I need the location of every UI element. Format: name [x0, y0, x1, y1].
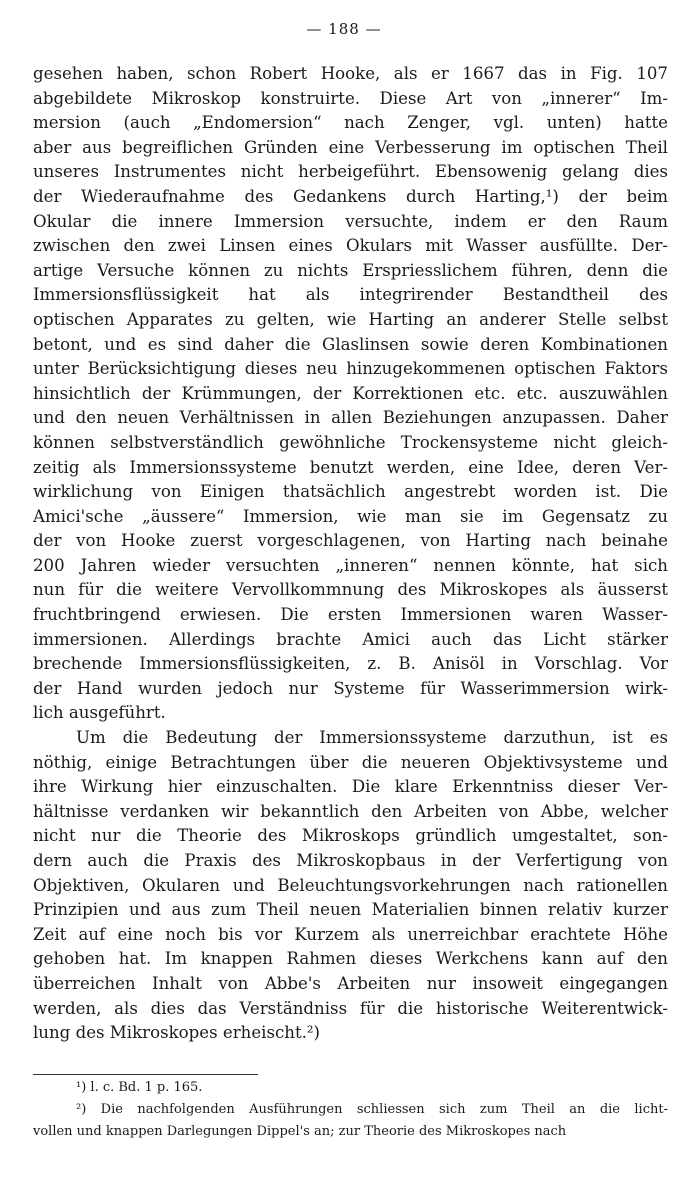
text-line: können selbstverständlich gewöhnliche Trockensysteme nicht gleich-	[33, 432, 668, 452]
text-line: aber aus begreiflichen Gründen eine Verbesserung im optischen Theil	[33, 137, 668, 157]
text-line: wirklichung von Einigen thatsächlich angestrebt worden ist. Die	[33, 482, 668, 502]
text-line: werden, als dies das Verständniss für die historische Weiterentwick-	[33, 998, 668, 1018]
text-line: Objektiven, Okularen und Beleuchtungsvorkehrungen nach rationellen	[33, 875, 668, 895]
text-line: der Wiederaufnahme des Gedankens durch Harting,¹) der beim	[33, 186, 668, 206]
text-line: fruchtbringend erwiesen. Die ersten Immersionen waren Wasser-	[33, 605, 668, 625]
paragraph-2	[33, 726, 668, 1046]
text-line: ihre Wirkung hier einzuschalten. Die klare Erkenntniss dieser Ver-	[33, 777, 668, 797]
text-line: gehoben hat. Im knappen Rahmen dieses Werkchens kann auf den	[33, 949, 668, 969]
text-line: nun für die weitere Vervollkommnung des Mikroskopes als äusserst	[33, 580, 668, 600]
text-line: zwischen den zwei Linsen eines Okulars mit Wasser ausfüllte. Der-	[33, 236, 668, 256]
footnote-2-continued: vollen und knappen Darlegungen Dippel's an; zur Theorie des Mikroskopes nach	[33, 1124, 567, 1139]
text-line: mersion (auch „Endomersion“ nach Zenger, vgl. unten) hatte	[33, 113, 668, 133]
main-text	[33, 62, 668, 1046]
footnote-1: ¹) l. c. Bd. 1 p. 165.	[76, 1080, 203, 1095]
text-line: lich ausgeführt.	[33, 703, 166, 723]
text-line: unter Berücksichtigung dieses neu hinzugekommenen optischen Faktors	[33, 359, 668, 379]
text-line: optischen Apparates zu gelten, wie Harting an anderer Stelle selbst	[33, 309, 668, 329]
text-line: Okular die innere Immersion versuchte, indem er den Raum	[33, 211, 668, 231]
text-line: immersionen. Allerdings brachte Amici auch das Licht stärker	[33, 629, 668, 649]
text-line: dern auch die Praxis des Mikroskopbaus in der Verfertigung von	[33, 851, 668, 870]
text-line: überreichen Inhalt von Abbe's Arbeiten nur insoweit eingegangen	[33, 973, 668, 993]
text-line: unseres Instrumentes nicht herbeigeführt. Ebensowenig gelang dies	[33, 162, 668, 182]
text-line: der Hand wurden jedoch nur Systeme für Wasserimmersion wirk-	[33, 678, 668, 698]
page-number: — 188 —	[306, 20, 382, 38]
text-line: Prinzipien und aus zum Theil neuen Materialien binnen relativ kurzer	[33, 900, 668, 920]
text-line: hältnisse verdanken wir bekanntlich den Arbeiten von Abbe, welcher	[33, 801, 668, 821]
paragraph-1	[33, 62, 668, 726]
text-line: zeitig als Immersionssysteme benutzt werden, eine Idee, deren Ver-	[33, 457, 668, 477]
text-line: und den neuen Verhältnissen in allen Beziehungen anzupassen. Daher	[33, 408, 668, 428]
text-line: artige Versuche können zu nichts Erspriesslichem führen, denn die	[33, 260, 668, 280]
text-line: abgebildete Mikroskop konstruirte. Diese Art von „innerer“ Im-	[33, 88, 668, 108]
text-line: Amici'sche „äussere“ Immersion, wie man sie im Gegensatz zu	[33, 506, 668, 526]
text-line: brechende Immersionsflüssigkeiten, z. B. Anisöl in Vorschlag. Vor	[33, 654, 668, 674]
footnote-2: ²) Die nachfolgenden Ausführungen schliessen sich zum Theil an die licht-	[76, 1102, 668, 1117]
text-line: nicht nur die Theorie des Mikroskops gründlich umgestaltet, son-	[33, 826, 668, 846]
text-line: nöthig, einige Betrachtungen über die neueren Objektivsysteme und	[33, 752, 668, 772]
text-line: hinsichtlich der Krümmungen, der Korrektionen etc. etc. auszuwählen	[33, 383, 668, 403]
text-line: Um die Bedeutung der Immersionssysteme darzuthun, ist es	[76, 728, 668, 748]
footnote-divider	[33, 1074, 258, 1075]
text-line: lung des Mikroskopes erheischt.²)	[33, 1023, 321, 1043]
text-line: Immersionsflüssigkeit hat als integrirender Bestandtheil des	[33, 285, 668, 305]
footnotes	[33, 1077, 668, 1143]
text-line: 200 Jahren wieder versuchten „inneren“ nennen könnte, hat sich	[33, 555, 668, 575]
text-line: der von Hooke zuerst vorgeschlagenen, von Harting nach beinahe	[33, 531, 668, 551]
text-line: Zeit auf eine noch bis vor Kurzem als unerreichbar erachtete Höhe	[33, 924, 668, 944]
text-line: betont, und es sind daher die Glaslinsen sowie deren Kombinationen	[33, 334, 668, 354]
text-line: gesehen haben, schon Robert Hooke, als er 1667 das in Fig. 107	[33, 64, 668, 83]
